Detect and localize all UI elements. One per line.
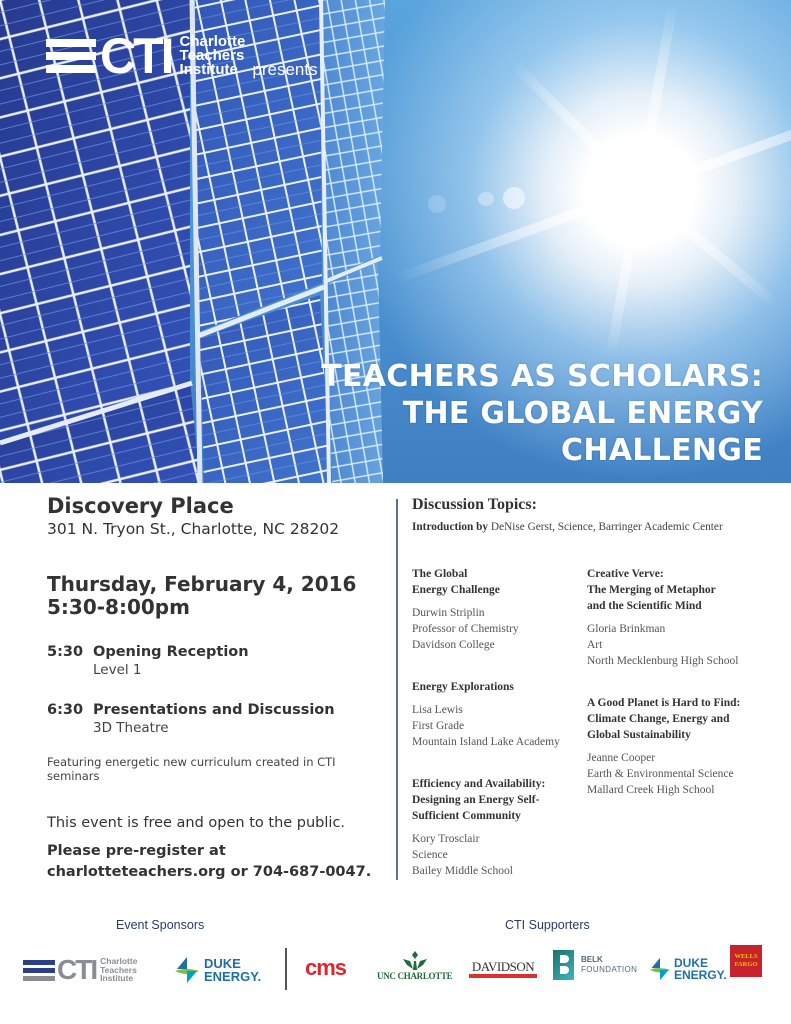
presenter-org: Mallard Creek High School	[587, 784, 715, 796]
presents-label: presents	[252, 60, 318, 79]
free-note: This event is free and open to the public.	[47, 815, 346, 831]
lens-flare	[478, 192, 494, 206]
title-line: THE GLOBAL ENERGY	[402, 396, 763, 431]
duke-logo-line: DUKE	[204, 956, 241, 971]
duke-energy-logo	[173, 955, 261, 985]
belk-logo-line: BELK	[581, 955, 603, 964]
duke-energy-icon	[648, 955, 672, 983]
hero-image	[0, 0, 791, 483]
cti-name	[180, 35, 246, 77]
duke-logo-line: ENERGY.	[204, 969, 262, 984]
discussion-heading: Discussion Topics:	[412, 496, 537, 513]
event-details	[47, 494, 387, 883]
venue-name: Discovery Place	[47, 494, 234, 518]
wells-fargo-logo	[730, 945, 762, 977]
presenter-org: Bailey Middle School	[412, 865, 513, 877]
time-line: 5:30-8:00pm	[47, 595, 190, 619]
topic-presenter	[412, 702, 587, 750]
topics-column-right	[587, 566, 782, 824]
presenter-role: Earth & Environmental Science	[587, 768, 734, 780]
topic	[412, 679, 587, 750]
event-title	[321, 358, 763, 469]
cti-logo	[23, 954, 138, 985]
cti-stripes-icon	[23, 960, 55, 981]
title-line: TEACHERS AS SCHOLARS:	[321, 359, 763, 394]
event-date	[47, 573, 387, 619]
topic	[412, 566, 587, 653]
presenter-name: Kory Trosclair	[412, 833, 480, 845]
duke-logo-line: ENERGY.	[674, 968, 727, 982]
lens-flare	[428, 195, 446, 213]
belk-logo-line: FOUNDATION	[581, 965, 638, 974]
duke-logo-line: DUKE	[674, 956, 709, 970]
presenter-org: Mountain Island Lake Academy	[412, 736, 560, 748]
topic-title: Efficiency and Availability: Designing an Energy Self- Sufficient Community	[412, 778, 546, 822]
presenter-name: Gloria Brinkman	[587, 623, 666, 635]
presenter-role: Professor of Chemistry	[412, 623, 519, 635]
cti-stripes-icon	[46, 39, 96, 73]
schedule-time: 5:30	[47, 644, 84, 660]
cti-logo-name	[100, 957, 137, 983]
schedule-location: 3D Theatre	[93, 720, 169, 736]
title-line: CHALLENGE	[561, 433, 763, 468]
wells-logo-line: FARGO	[734, 961, 758, 968]
discussion-topics	[412, 496, 784, 877]
topic-presenter	[412, 831, 587, 879]
sponsor-separator	[285, 948, 287, 990]
cti-logo-line: Institute	[100, 973, 134, 984]
date-line: Thursday, February 4, 2016	[47, 572, 357, 596]
schedule-location: Level 1	[93, 662, 142, 678]
schedule-item	[47, 643, 387, 679]
unc-crown-icon	[400, 951, 430, 971]
schedule	[47, 643, 387, 737]
register-line[interactable]: charlotteteachers.org or 704-687-0047.	[47, 864, 372, 880]
wells-logo-line: WELLS	[734, 953, 758, 960]
topic-presenter	[587, 621, 782, 669]
unc-charlotte-logo	[377, 951, 452, 981]
topic-presenter	[587, 750, 782, 798]
davidson-bar	[469, 974, 537, 978]
cti-letters: CTI	[100, 28, 172, 84]
davidson-logo	[469, 960, 537, 978]
duke-energy-logo	[648, 955, 727, 983]
event-sponsors-label: Event Sponsors	[116, 918, 205, 932]
schedule-time: 6:30	[47, 702, 84, 718]
featuring-note: Featuring energetic new curriculum created in CTI seminars	[47, 755, 336, 783]
presenter-name: Jeanne Cooper	[587, 752, 656, 764]
topic-title: Creative Verve: The Merging of Metaphor and the Scientific Mind	[587, 568, 716, 612]
duke-energy-icon	[173, 955, 201, 985]
cti-logo-header	[46, 28, 318, 84]
venue-address: 301 N. Tryon St., Charlotte, NC 28202	[47, 520, 340, 538]
lens-flare	[503, 187, 525, 209]
column-divider	[396, 499, 398, 880]
presenter-role: Art	[587, 639, 603, 651]
presenter-role: Science	[412, 849, 448, 861]
presenter-name: Durwin Striplin	[412, 607, 485, 619]
unc-logo-text: UNC CHARLOTTE	[377, 971, 453, 981]
schedule-title: Presentations and Discussion	[93, 702, 335, 718]
belk-foundation-logo	[553, 950, 637, 980]
presenter-role: First Grade	[412, 720, 465, 732]
topic	[587, 695, 782, 798]
intro-text: DeNise Gerst, Science, Barringer Academic Center	[490, 521, 723, 533]
topic	[587, 566, 782, 669]
topics-column-left	[412, 566, 587, 905]
schedule-title: Opening Reception	[93, 644, 249, 660]
cti-name-line: Institute	[179, 61, 238, 78]
cti-logo-line: Teachers	[100, 964, 137, 975]
presenter-org: North Mecklenburg High School	[587, 655, 739, 667]
topic-title: Energy Explorations	[412, 681, 514, 693]
cti-name-line: Teachers	[179, 47, 245, 64]
schedule-item	[47, 701, 387, 737]
davidson-logo-text: DAVIDSON	[471, 959, 535, 974]
presenter-name: Lisa Lewis	[412, 704, 463, 716]
topic	[412, 776, 587, 879]
cti-supporters-label: CTI Supporters	[505, 918, 590, 932]
cti-logo-letters: CTI	[57, 954, 97, 985]
topic-title: A Good Planet is Hard to Find: Climate Change, Energy and Global Sustainability	[587, 697, 741, 741]
topic-title: The Global Energy Challenge	[412, 568, 500, 596]
register-line: Please pre-register at	[47, 843, 226, 859]
presenter-org: Davidson College	[412, 639, 495, 651]
intro-label: Introduction by	[412, 521, 489, 533]
cms-logo	[305, 957, 346, 979]
register-note	[47, 841, 387, 883]
sponsor-logos	[0, 945, 791, 995]
cti-logo-line: Charlotte	[100, 956, 138, 967]
cti-name-line: Charlotte	[179, 33, 246, 50]
cms-logo-text: cms	[305, 955, 347, 980]
belk-b-icon	[553, 950, 574, 980]
topic-presenter	[412, 605, 587, 653]
introduction	[412, 521, 784, 533]
